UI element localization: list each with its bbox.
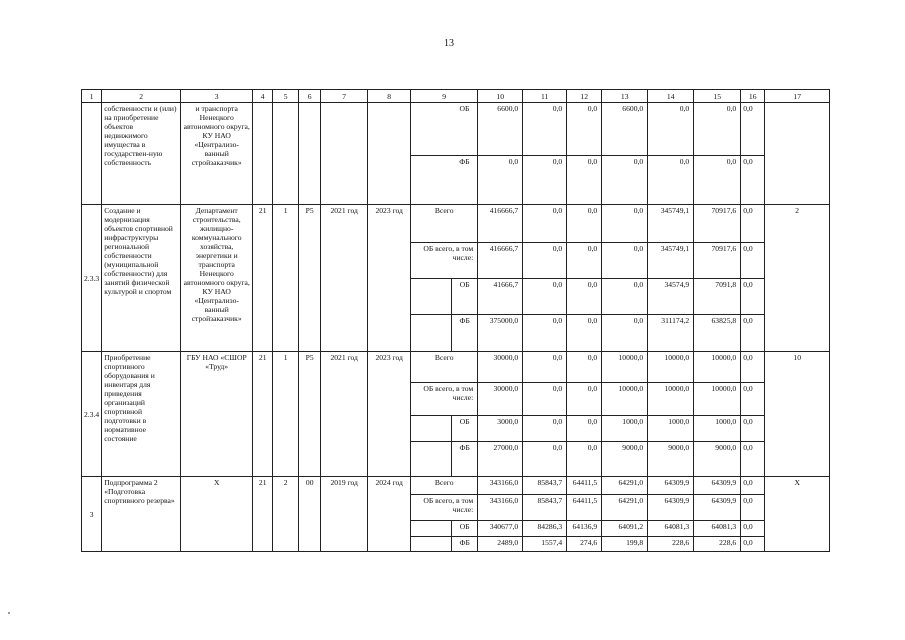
value-cell: 64081,3 [694, 521, 741, 537]
value-cell: 0,0 [602, 205, 648, 243]
header-cell: 7 [321, 90, 368, 103]
value-cell: 0,0 [567, 205, 602, 243]
header-cell: 15 [694, 90, 741, 103]
value-cell: 311174,2 [648, 315, 694, 352]
value-cell: 0,0 [602, 315, 648, 352]
program-table [81, 89, 830, 552]
value-cell: 0,0 [567, 243, 602, 279]
executor: и транспорта Ненецкого автономного округа, КУ НАО «Централизо-ванный стройзаказчик» [181, 103, 253, 205]
end-year: 2024 год [368, 477, 411, 552]
source-label: ОБ [452, 416, 478, 442]
value-cell: 0,0 [567, 352, 602, 383]
value-cell: 0,0 [741, 315, 765, 352]
table-row [82, 477, 830, 495]
code-cell: Р5 [299, 352, 321, 477]
header-cell: 6 [299, 90, 321, 103]
source-label: Всего [411, 477, 478, 495]
value-cell: 7091,8 [694, 279, 741, 315]
value-cell: 1000,0 [648, 416, 694, 442]
value-cell: 64411,5 [567, 495, 602, 521]
header-cell: 17 [765, 90, 830, 103]
code-cell: 21 [253, 477, 273, 552]
value-cell: 9000,0 [694, 442, 741, 477]
value-cell: 0,0 [741, 495, 765, 521]
value-cell: 64309,9 [694, 477, 741, 495]
value-cell: 84286,3 [523, 521, 567, 537]
value-cell: 0,0 [602, 279, 648, 315]
value-cell: 0,0 [567, 279, 602, 315]
value-cell: 0,0 [741, 103, 765, 156]
value-cell: 0,0 [741, 521, 765, 537]
start-year: 2021 год [321, 205, 368, 352]
value-cell: 0,0 [523, 156, 567, 205]
measure-name: Подпрограмма 2 «Подготовка спортивного резерва» [102, 477, 181, 552]
value-cell: 0,0 [523, 315, 567, 352]
value-cell: 345749,1 [648, 205, 694, 243]
value-cell: 0,0 [741, 243, 765, 279]
value-cell: 0,0 [741, 352, 765, 383]
code-cell: 21 [253, 205, 273, 352]
value-cell: 10000,0 [648, 383, 694, 416]
header-cell: 13 [602, 90, 648, 103]
source-label: ОБ всего, в том числе: [411, 495, 478, 521]
value-cell: 0,0 [741, 477, 765, 495]
value-cell: 64309,9 [648, 495, 694, 521]
value-cell: 0,0 [741, 416, 765, 442]
value-cell: 0,0 [567, 383, 602, 416]
header-cell: 5 [273, 90, 299, 103]
value-cell: 0,0 [648, 156, 694, 205]
value-cell: 416666,7 [478, 205, 523, 243]
value-cell: 0,0 [523, 279, 567, 315]
value-cell: 10000,0 [602, 383, 648, 416]
header-cell: 8 [368, 90, 411, 103]
header-cell: 2 [102, 90, 181, 103]
value-cell: 199,8 [602, 537, 648, 552]
value-cell: 0,0 [523, 205, 567, 243]
header-cell: 4 [253, 90, 273, 103]
value-cell: 41666,7 [478, 279, 523, 315]
start-year: 2021 год [321, 352, 368, 477]
value-cell: 0,0 [567, 442, 602, 477]
table-row [82, 103, 830, 156]
value-cell: 2489,0 [478, 537, 523, 552]
value-cell: 64091,2 [602, 521, 648, 537]
source-label: ОБ всего, в том числе: [411, 243, 478, 279]
page-number: 13 [444, 38, 454, 49]
value-cell: 0,0 [567, 416, 602, 442]
value-cell: 6600,0 [602, 103, 648, 156]
source-label: ОБ [452, 521, 478, 537]
value-cell: 34574,9 [648, 279, 694, 315]
value-cell: 70917,6 [694, 243, 741, 279]
value-cell: 0,0 [741, 442, 765, 477]
table-row [82, 205, 830, 243]
value-cell: 1557,4 [523, 537, 567, 552]
value-cell: 0,0 [567, 156, 602, 205]
value-cell: 0,0 [694, 156, 741, 205]
value-cell: 0,0 [478, 156, 523, 205]
value-cell: 30000,0 [478, 352, 523, 383]
value-cell: 27000,0 [478, 442, 523, 477]
start-year: 2019 год [321, 477, 368, 552]
indicator-cell: Х [765, 477, 830, 552]
value-cell: 340677,0 [478, 521, 523, 537]
indicator-cell: 10 [765, 352, 830, 477]
value-cell: 10000,0 [602, 352, 648, 383]
value-cell: 64309,9 [694, 495, 741, 521]
value-cell: 0,0 [694, 103, 741, 156]
value-cell: 0,0 [567, 103, 602, 156]
source-label: ОБ всего, в том числе: [411, 383, 478, 416]
value-cell: 10000,0 [694, 383, 741, 416]
value-cell: 0,0 [741, 383, 765, 416]
header-cell: 10 [478, 90, 523, 103]
source-label: ФБ [452, 537, 478, 552]
source-label: ФБ [452, 156, 478, 205]
value-cell: 0,0 [741, 156, 765, 205]
table-row [82, 352, 830, 383]
measure-name: собственности и (или) на приобретение объектов недвижимого имущества в государствен-ную собственность [102, 103, 181, 205]
value-cell: 30000,0 [478, 383, 523, 416]
header-row [82, 90, 830, 103]
value-cell: 0,0 [602, 243, 648, 279]
value-cell: 64411,5 [567, 477, 602, 495]
value-cell: 64309,9 [648, 477, 694, 495]
header-cell: 3 [181, 90, 253, 103]
value-cell: 64081,3 [648, 521, 694, 537]
code-cell: 2 [273, 477, 299, 552]
end-year: 2023 год [368, 352, 411, 477]
value-cell: 64291,0 [602, 477, 648, 495]
value-cell: 63825,8 [694, 315, 741, 352]
header-cell: 12 [567, 90, 602, 103]
end-year: 2023 год [368, 205, 411, 352]
value-cell: 0,0 [741, 279, 765, 315]
value-cell: 274,6 [567, 537, 602, 552]
value-cell: 85843,7 [523, 477, 567, 495]
indicator-cell: 2 [765, 205, 830, 352]
value-cell: 0,0 [523, 243, 567, 279]
value-cell: 64136,9 [567, 521, 602, 537]
value-cell: 9000,0 [602, 442, 648, 477]
source-label: ФБ [452, 442, 478, 477]
value-cell: 0,0 [648, 103, 694, 156]
source-label: Всего [411, 352, 478, 383]
value-cell: 0,0 [741, 537, 765, 552]
value-cell: 9000,0 [648, 442, 694, 477]
value-cell: 0,0 [741, 205, 765, 243]
header-cell: 11 [523, 90, 567, 103]
value-cell: 343166,0 [478, 477, 523, 495]
executor: Департамент строительства, жилищно-коммунального хозяйства, энергетики и транспорта Ненецкого автономного округа, КУ НАО «Централизо-ванный стройзаказчик» [181, 205, 253, 352]
scan-dot [8, 612, 10, 614]
value-cell: 375000,0 [478, 315, 523, 352]
item-number: 3 [82, 477, 102, 552]
source-label: ФБ [452, 315, 478, 352]
value-cell: 0,0 [523, 383, 567, 416]
code-cell: 1 [273, 205, 299, 352]
value-cell: 228,6 [694, 537, 741, 552]
value-cell: 0,0 [523, 442, 567, 477]
value-cell: 343166,0 [478, 495, 523, 521]
value-cell: 0,0 [523, 352, 567, 383]
code-cell: Р5 [299, 205, 321, 352]
value-cell: 345749,1 [648, 243, 694, 279]
header-cell: 1 [82, 90, 102, 103]
measure-name: Создание и модернизация объектов спортивной инфраструктуры региональной собственности (муниципальной собственности) для занятий физической культурой и спортом [102, 205, 181, 352]
executor: ГБУ НАО «СШОР «Труд» [181, 352, 253, 477]
item-number: 2.3.3 [82, 205, 102, 352]
item-number: 2.3.4 [82, 352, 102, 477]
value-cell: 1000,0 [694, 416, 741, 442]
value-cell: 6600,0 [478, 103, 523, 156]
header-cell: 9 [411, 90, 478, 103]
code-cell: 00 [299, 477, 321, 552]
value-cell: 416666,7 [478, 243, 523, 279]
source-label: Всего [411, 205, 478, 243]
value-cell: 10000,0 [648, 352, 694, 383]
source-label: ОБ [452, 103, 478, 156]
value-cell: 85843,7 [523, 495, 567, 521]
header-cell: 14 [648, 90, 694, 103]
value-cell: 0,0 [602, 156, 648, 205]
executor: Х [181, 477, 253, 552]
header-cell: 16 [741, 90, 765, 103]
source-label: ОБ [452, 279, 478, 315]
value-cell: 70917,6 [694, 205, 741, 243]
value-cell: 3000,0 [478, 416, 523, 442]
value-cell: 1000,0 [602, 416, 648, 442]
measure-name: Приобретение спортивного оборудования и инвентаря для приведения организаций спортивной подготовки в нормативное состояние [102, 352, 181, 477]
code-cell: 21 [253, 352, 273, 477]
value-cell: 228,6 [648, 537, 694, 552]
value-cell: 64291,0 [602, 495, 648, 521]
value-cell: 10000,0 [694, 352, 741, 383]
value-cell: 0,0 [523, 103, 567, 156]
value-cell: 0,0 [567, 315, 602, 352]
value-cell: 0,0 [523, 416, 567, 442]
code-cell: 1 [273, 352, 299, 477]
